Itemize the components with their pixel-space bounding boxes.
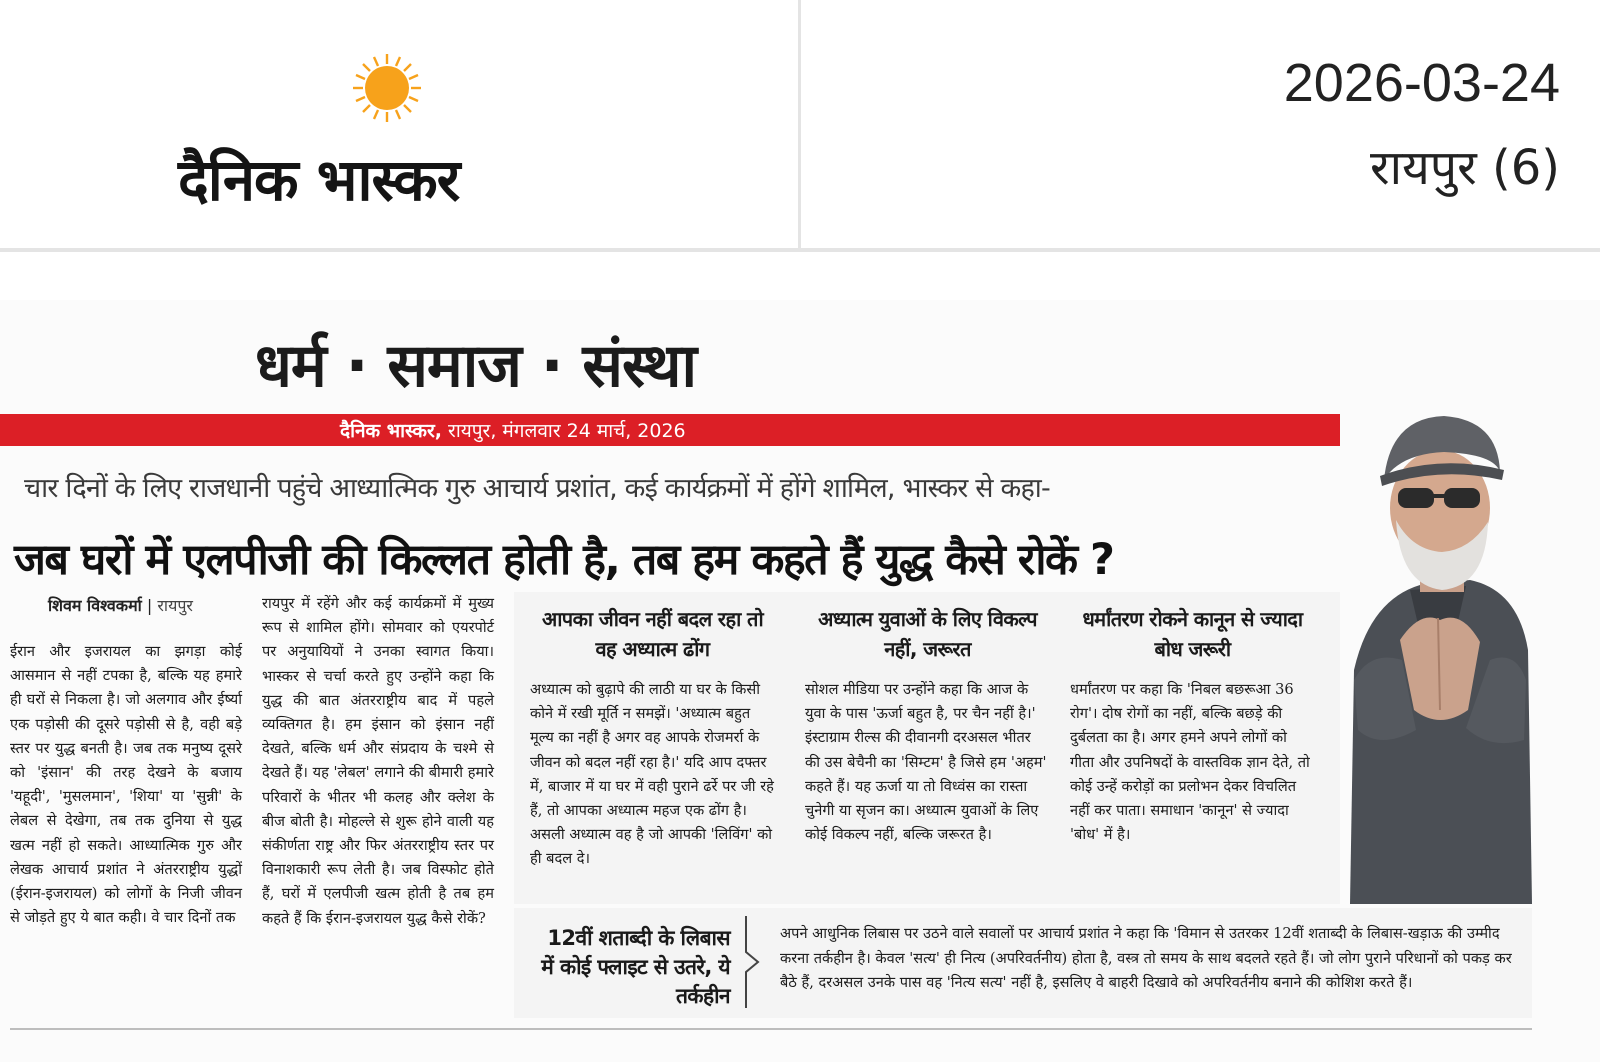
byline (48, 594, 193, 616)
logo-text: दैनिक भास्कर (178, 146, 460, 214)
bottom-quote-body: अपने आधुनिक लिबास पर उठने वाले सवालों पर आचार्य प्रशांत ने कहा कि 'विमान से उतरकर 12वीं शताब्दी के लिबास-खड़ाऊ की उम्मीद करना तर्कहीन है। केवल 'सत्य' ही नित्य (अपरिवर्तनीय) होता है, वस्त्र तो समय के साथ बदलते रहते हैं। जो लोग पुराने परिधानों को पकड़ कर बैठे हैं, दरअसल उनके पास वह 'नित्य सत्य' नहीं है, इसलिए वे बाहरी दिखावे को अपरिवर्तनीय बनाने की कोशिश करते हैं। (780, 925, 1512, 991)
subsection-3-body: धर्मांतरण पर कहा कि 'निबल बछरूआ 36 रोग'। दोष रोगों का नहीं, बल्कि बछड़े की दुर्बलता का है। अगर हमने अपने लोगों को गीता और उपनिषदों के वास्तविक ज्ञान देते, तो कोई उन्हें करोड़ों का प्रलोभन देकर विचलित नहीं कर पाता। समाधान 'कानून' से ज्यादा 'बोध' में है। (1070, 681, 1310, 844)
masthead-paper: दैनिक भास्कर, (340, 420, 443, 442)
section-title: धर्म · समाज · संस्था (255, 331, 697, 401)
byline-location: रायपुर (157, 596, 193, 615)
clipping-bottom-rule (10, 1028, 1532, 1030)
byline-author: शिवम विश्वकर्मा (48, 596, 142, 615)
subsection-1-heading: आपका जीवन नहीं बदल रहा तो वह अध्यात्म ढोंग (541, 607, 764, 661)
subsection-1 (530, 604, 775, 872)
acharya-prashant-photo (1340, 410, 1532, 904)
subsection-3-heading: धर्मांतरण रोकने कानून से ज्यादा बोध जरूरी (1082, 607, 1303, 661)
masthead-bar (0, 414, 1532, 446)
byline-separator: | (146, 596, 153, 615)
header-bottom-border (0, 248, 1600, 252)
app-header (0, 0, 1600, 248)
dainik-bhaskar-logo[interactable] (178, 52, 598, 214)
subsection-1-body: अध्यात्म को बुढ़ापे की लाठी या घर के किसी कोने में रखी मूर्ति न समझें। 'अध्यात्म बहुत मूल्य का नहीं है अगर वह आपके रोजमर्रा के जीवन को बदल नहीं रहा है।' यदि आप दफ्तर में, बाजार में या घर में वही पुराने ढर्रे पर जी रहे हैं, तो आपका अध्यात्म महज एक ढोंग है। असली अध्यात्म वह है जो आपकी 'लिविंग' को ही बदल दे। (530, 681, 774, 868)
subsection-2-heading: अध्यात्म युवाओं के लिए विकल्प नहीं, जरूरत (818, 607, 1037, 661)
sun-logo-icon (351, 52, 423, 124)
article-headline: जब घरों में एलपीजी की किल्लत होती है, तब हम कहते हैं युद्ध कैसे रोकें ? (14, 535, 1114, 585)
subsection-2-body: सोशल मीडिया पर उन्होंने कहा कि आज के युवा के पास 'ऊर्जा बहुत है, पर चैन नहीं है।' इंस्टाग्राम रील्स की दीवानगी दरअसल भीतर की उस बेचैनी का 'सिम्टम' है जिसे हम 'अहम' कहते हैं। यह ऊर्जा या तो विध्वंस का रास्ता चुनेगी या सृजन का। अध्यात्म युवाओं के लिए कोई विकल्प नहीं, बल्कि जरूरत है। (805, 681, 1047, 844)
edition-date: 2026-03-24 (1283, 53, 1560, 113)
subsection-2 (805, 604, 1050, 847)
masthead-dateline: रायपुर, मंगलवार 24 मार्च, 2026 (442, 420, 686, 442)
article-kicker: चार दिनों के लिए राजधानी पहुंचे आध्यात्मिक गुरु आचार्य प्रशांत, कई कार्यक्रमों में होंगे शामिल, भास्कर से कहा- (24, 473, 1050, 504)
chevron-right-icon (742, 912, 766, 1012)
body-column-2: रायपुर में रहेंगे और कई कार्यक्रमों में मुख्य रूप से शामिल होंगे। सोमवार को एयरपोर्ट पर अनुयायियों ने उनका स्वागत किया। भास्कर से चर्चा करते हुए उन्होंने कहा कि युद्ध की बात अंतरराष्ट्रीय बाद में पहले व्यक्तिगत है। हम इंसान को इंसान नहीं देखते, बल्कि धर्म और संप्रदाय के चश्मे से देखते हैं। यह 'लेबल' लगाने की बीमारी हमारे परिवारों के भीतर भी कलह और क्लेश के बीज बोती है। मोहल्ले से शुरू होने वाली यह संकीर्णता राष्ट्र और फिर अंतरराष्ट्रीय स्तर पर विनाशकारी रूप लेती है। जब विस्फोट होते हैं, घरों में एलपीजी खत्म होती है तब हम कहते हैं कि ईरान-इजरायल युद्ध कैसे रोकें? (262, 595, 494, 927)
edition-city-page: रायपुर (6) (1369, 140, 1560, 196)
masthead-text (340, 417, 686, 443)
body-column-1: ईरान और इजरायल का झगड़ा कोई आसमान से नहीं टपका है, बल्कि यह हमारे ही घरों से निकला है। जो अलगाव और ईर्ष्या एक पड़ोसी की दूसरे पड़ोसी से है, वही बड़े स्तर पर युद्ध बनती है। जब तक मनुष्य दूसरे को 'इंसान' की तरह देखने के बजाय 'यहूदी', 'मुसलमान', 'शिया' या 'सुन्नी' के लेबल से देखेगा, तब तक दुनिया से युद्ध खत्म नहीं हो सकते। आध्यात्मिक गुरु और लेखक आचार्य प्रशांत ने अंतरराष्ट्रीय युद्धों (ईरान-इजरायल) को लोगों के निजी जीवन से जोड़ते हुए ये बात कही। वे चार दिनों तक (10, 643, 242, 927)
header-divider (798, 0, 801, 248)
subsection-3 (1070, 604, 1315, 847)
bottom-quote-heading: 12वीं शताब्दी के लिबास में कोई फ्लाइट से उतरे, ये तर्कहीन (541, 926, 730, 1008)
